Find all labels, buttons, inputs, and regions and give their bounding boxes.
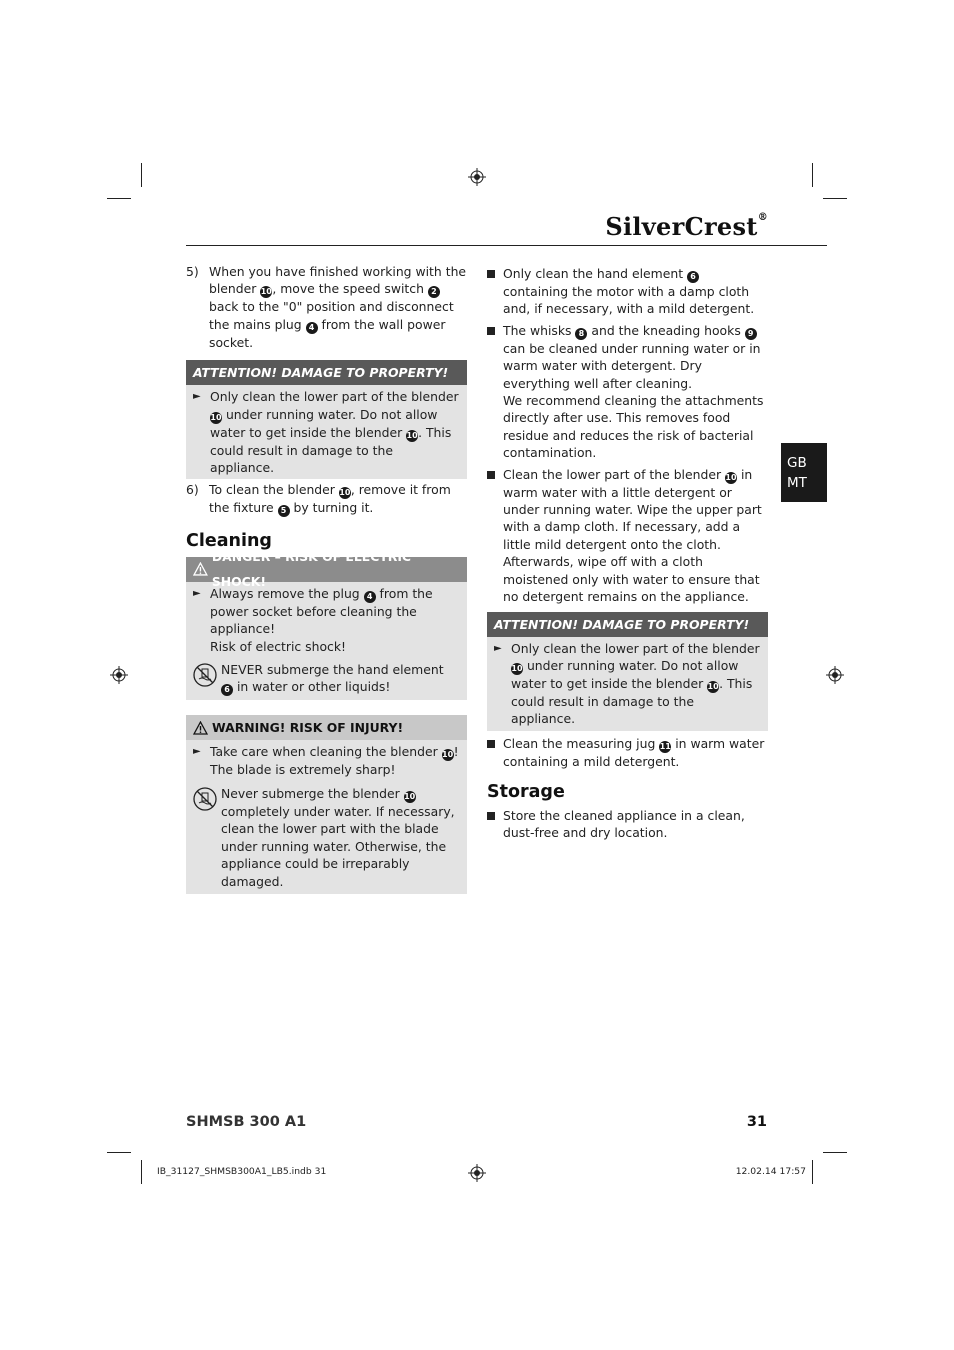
warning-triangle-icon — [193, 562, 208, 576]
bullet-item: The whisks 8 and the kneading hooks 9 can be cleaned under running water or in warm water with detergent. Dry everything well after cleaning. We recommend cleaning the attachments directly after use. This removes food residue and reduces the risk of bacterial contamination. — [487, 322, 768, 462]
warning-box — [186, 715, 467, 893]
crop-mark — [107, 198, 131, 199]
page-number: 31 — [746, 1114, 767, 1130]
danger-item: ► Always remove the plug 4 from the power socket before cleaning the appliance! Risk of electric shock! — [193, 585, 433, 654]
attention-item: ► Only clean the lower part of the blender 10 under running water. Do not allow water to get inside the blender 10. This could result in damage to the appliance. — [494, 640, 760, 727]
cleaning-heading: Cleaning — [186, 531, 272, 552]
arrow-icon: ► — [494, 642, 502, 654]
step-6: 6) To clean the blender 10, remove it from the fixture 5 by turning it. — [186, 482, 451, 516]
no-immersion-icon — [193, 787, 217, 811]
registration-mark-icon — [826, 666, 844, 684]
arrow-icon: ► — [193, 587, 201, 599]
language-tab: GB MT — [781, 443, 827, 502]
bullet-item: Store the cleaned appliance in a clean, dust-free and dry location. — [487, 807, 768, 842]
arrow-icon: ► — [193, 746, 201, 758]
bullet-square-icon — [487, 812, 495, 820]
attention-box — [186, 360, 467, 479]
danger-box — [186, 549, 467, 701]
storage-heading: Storage — [487, 782, 565, 803]
no-immersion-icon — [193, 663, 217, 687]
model-number: SHMSB 300 A1 — [186, 1114, 307, 1130]
crop-mark — [107, 1152, 131, 1153]
danger-title: DANGER – RISK OF ELECTRIC SHOCK! — [186, 557, 467, 582]
warning-item: ► Take care when cleaning the blender 10! The blade is extremely sharp! — [193, 744, 459, 778]
bullet-item: Clean the measuring jug 11 in warm water containing a mild detergent. — [487, 735, 768, 770]
right-column — [487, 265, 768, 841]
print-slug-date: 12.02.14 17:57 — [735, 1166, 806, 1177]
attention-item: ► Only clean the lower part of the blender 10 under running water. Do not allow water to get inside the blender 10. This could result in damage to the appliance. — [193, 389, 459, 476]
bullet-square-icon — [487, 471, 495, 479]
bullet-square-icon — [487, 327, 495, 335]
danger-item: NEVER submerge the hand element 6 in water or other liquids! — [193, 661, 459, 696]
left-column — [186, 263, 467, 894]
warning-triangle-icon — [193, 721, 208, 735]
brand-logo: SilverCrest® — [605, 212, 768, 241]
bullet-square-icon — [487, 270, 495, 278]
registration-mark-icon — [468, 1164, 486, 1182]
arrow-icon: ► — [193, 391, 201, 403]
crop-mark — [141, 163, 142, 187]
header-rule — [186, 245, 827, 246]
crop-mark — [812, 1160, 813, 1184]
attention-title: ATTENTION! DAMAGE TO PROPERTY! — [487, 612, 768, 637]
bullet-item: Only clean the hand element 6 containing the motor with a damp cloth and, if necessary, with a mild detergent. — [487, 265, 768, 318]
registration-mark-icon — [468, 168, 486, 186]
registration-mark-icon — [110, 666, 128, 684]
crop-mark — [823, 1152, 847, 1153]
crop-mark — [812, 163, 813, 187]
bullet-square-icon — [487, 740, 495, 748]
print-slug-file: IB_31127_SHMSB300A1_LB5.indb 31 — [157, 1166, 327, 1177]
attention-title: ATTENTION! DAMAGE TO PROPERTY! — [186, 360, 467, 385]
warning-item: Never submerge the blender 10 completely under water. If necessary, clean the lower part with the blade under running water. Otherwise, the appliance could be irreparably damaged. — [193, 785, 459, 890]
step-5: 5) When you have finished working with the blender 10, move the speed switch 2 back to the "0" position and disconnect the mains plug 4 from the wall power socket. — [186, 264, 467, 350]
crop-mark — [141, 1160, 142, 1184]
bullet-item: Clean the lower part of the blender 10 in warm water with a little detergent or under running water. Wipe the upper part with a damp cloth. If necessary, add a little mild detergent onto the cloth. Afterwards, wipe off with a cloth moistened only with water to ensure that no detergent remains on the appliance. — [487, 466, 768, 606]
crop-mark — [823, 198, 847, 199]
attention-box — [487, 612, 768, 731]
warning-title: WARNING! RISK OF INJURY! — [186, 715, 467, 740]
